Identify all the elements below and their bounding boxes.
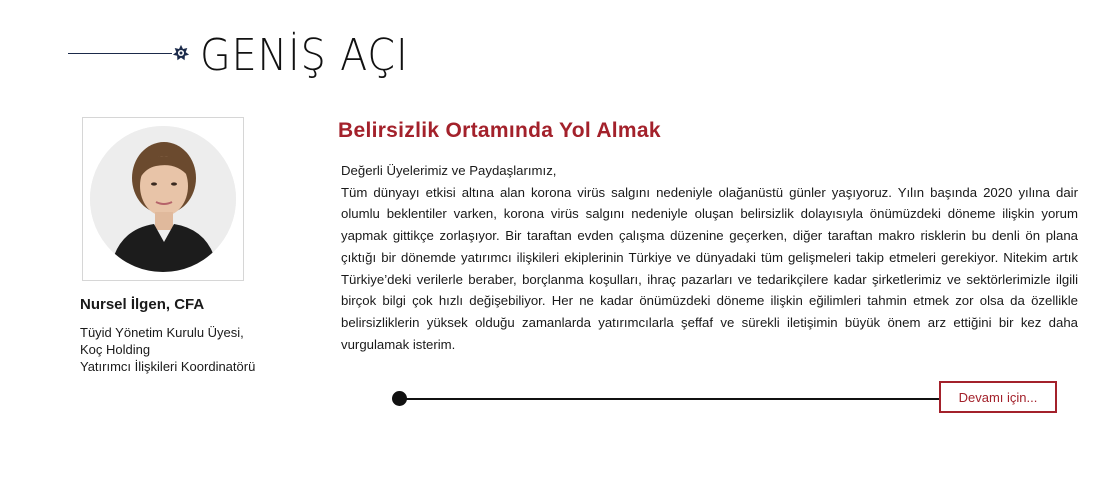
profile-role-line: Tüyid Yönetim Kurulu Üyesi, — [80, 325, 244, 340]
footer-rule — [405, 398, 941, 400]
article-greeting: Değerli Üyelerimiz ve Paydaşlarımız, — [341, 163, 557, 178]
profile-name: Nursel İlgen, CFA — [80, 296, 205, 313]
profile-role-line: Yatırımcı İlişkileri Koordinatörü — [80, 359, 256, 374]
star-emblem-icon — [172, 44, 190, 62]
article-body — [341, 160, 1078, 355]
header-rule — [68, 53, 172, 54]
profile-role — [80, 324, 300, 375]
read-more-button[interactable]: Devamı için... — [939, 381, 1057, 413]
portrait-photo — [90, 126, 236, 272]
profile-role-line: Koç Holding — [80, 342, 151, 357]
article-paragraph: Tüm dünyayı etkisi altına alan korona virüs salgını nedeniyle olağanüstü günler yaşıyoruz. Yılın başında 2020 yılına dair olumlu beklentiler varken, korona virüs salgını nedeniyle oluşan belirsizlik dolayısıyla önümüzdeki döneme ilişkin yorum yapmak gittikçe zorlaşıyor. Bir taraftan evden çalışma düzenine geçerken, diğer taraftan makro risklerin bu denli ön plana çıktığı bir dönemde yatırımcı ilişkileri ekiplerinin Türkiye ve dünyadaki tüm gelişmeleri takip etmeleri gerekiyor. Nitekim artık Türkiye’deki verilerle beraber, borçlanma koşulları, ihraç pazarları ve tedarikçilere kadar şirketlerimiz ve sektörlerimizle ilgili birçok bilgi çok hızlı değişebiliyor. Her ne kadar önümüzdeki döneme ilişkin eğilimleri tahmin etmek zor olsa da özellikle belirsizliklerin yüksek olduğu zamanlarda yatırımcılarla şeffaf ve sürekli iletişimin büyük önem arz ettiğini bir kez daha vurgulamak isterim. — [341, 184, 1078, 352]
section-title: GENİŞ AÇI — [200, 30, 409, 81]
profile-photo-frame — [82, 117, 244, 281]
article-title: Belirsizlik Ortamında Yol Almak — [338, 119, 661, 142]
